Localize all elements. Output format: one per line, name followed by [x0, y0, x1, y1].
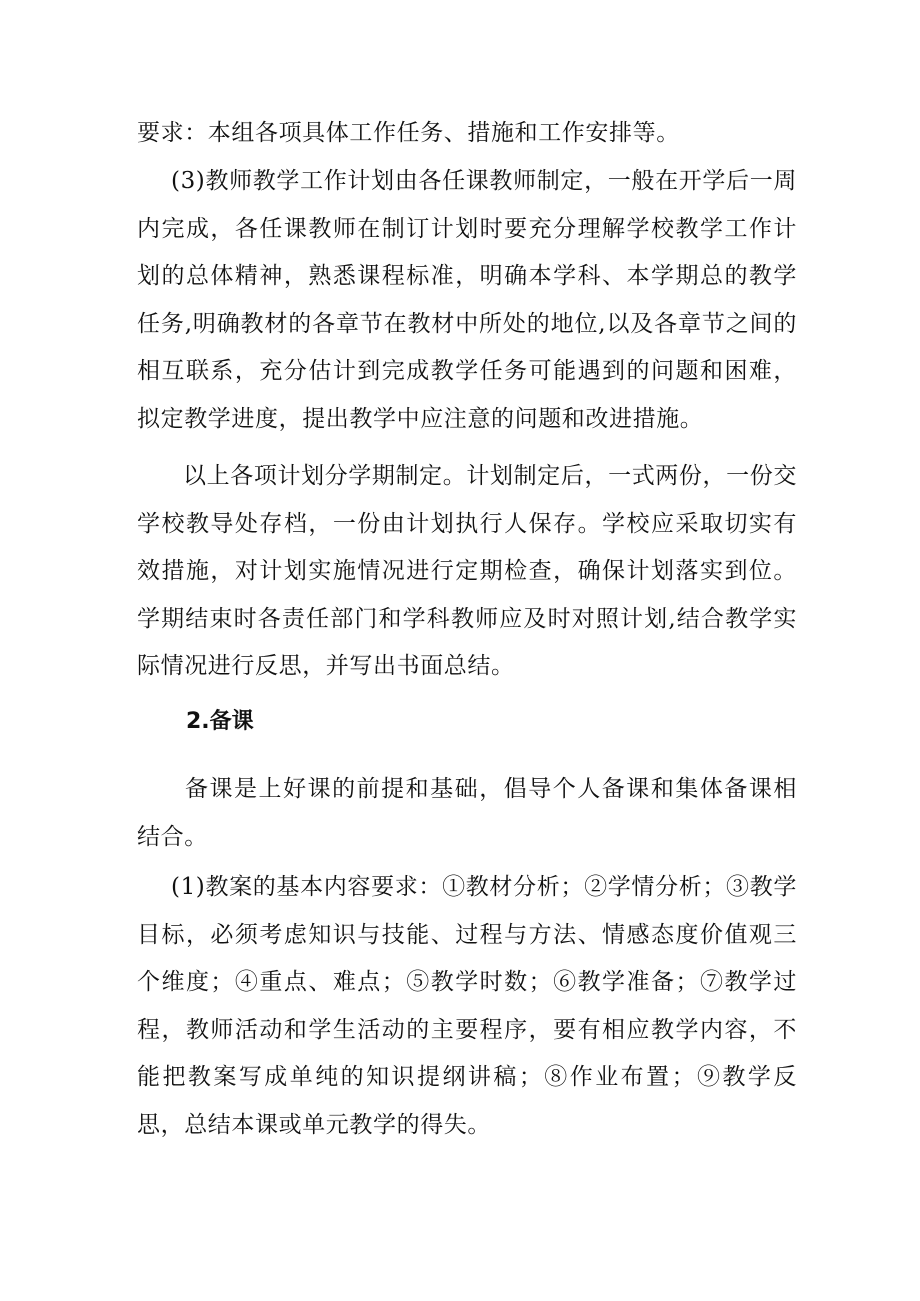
- paragraph-plan-summary: 以上各项计划分学期制定。计划制定后，一式两份，一份交学校教导处存档，一份由计划执行人保存。学校应采取切实有效措施，对计划实施情况进行定期检查，确保计划落实到位。学期结束时各责任部门和学科教师应及时对照计划,结合教学实际情况进行反思，并写出书面总结。: [137, 463, 797, 679]
- paragraph-lesson-plan-content: (1)教案的基本内容要求：①教材分析；②学情分析；③教学目标，必须考虑知识与技能、过程与方法、情感态度价值观三个维度；④重点、难点；⑤教学时数；⑥教学准备；⑦教学过程，教师活动和学生活动的主要程序，要有相应教学内容，不能把教案写成单纯的知识提纲讲稿；⑧作业布置；⑨教学反思，总结本课或单元教学的得失。: [137, 874, 797, 1138]
- section-heading-lesson-prep: 2.备课: [186, 709, 254, 734]
- paragraph-requirements-tail: 要求：本组各项具体工作任务、措施和工作安排等。: [137, 120, 680, 146]
- paragraph-lesson-prep-intro: 备课是上好课的前提和基础，倡导个人备课和集体备课相结合。: [137, 776, 797, 850]
- paragraph-teacher-plan: (3)教师教学工作计划由各任课教师制定，一般在开学后一周内完成，各任课教师在制订计划时要充分理解学校教学工作计划的总体精神，熟悉课程标准，明确本学科、本学期总的教学任务,明确教材的各章节在教材中所处的地位,以及各章节之间的相互联系，充分估计到完成教学任务可能遇到的问题和困难，拟定教学进度，提出教学中应注意的问题和改进措施。: [137, 168, 797, 432]
